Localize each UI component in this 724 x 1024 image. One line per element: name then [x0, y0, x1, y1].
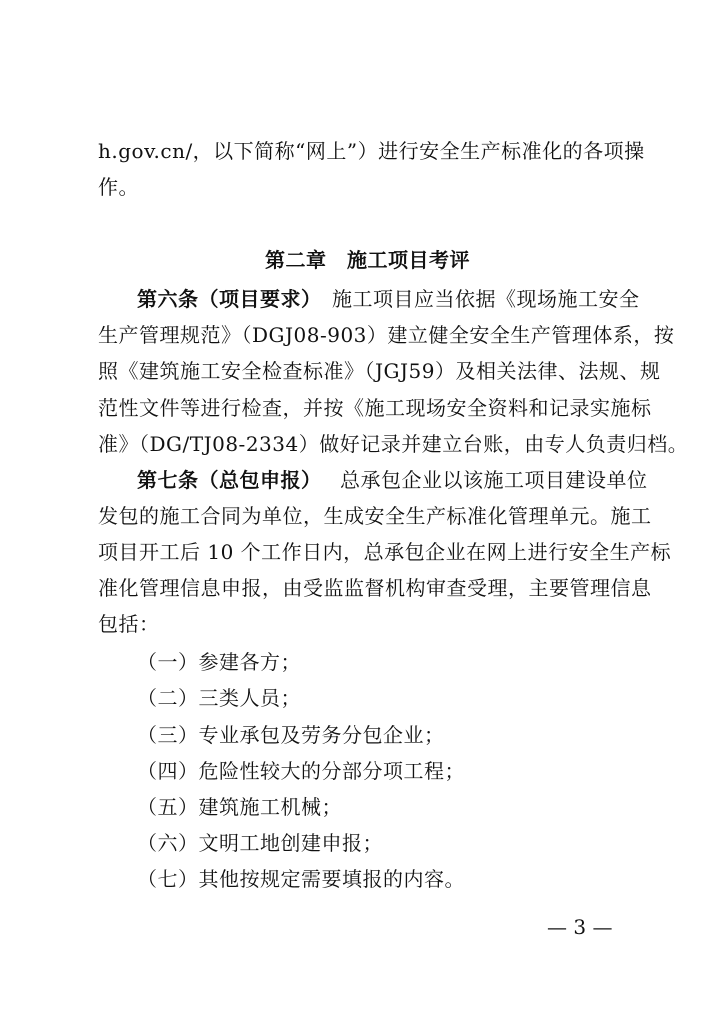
intro-line-1: h.gov.cn/，以下简称“网上”）进行安全生产标准化的各项操 [98, 139, 645, 163]
intro-line-2: 作。 [98, 175, 139, 199]
article-7-line-3: 项目开工后 10 个工作日内，总承包企业在网上进行安全生产标 [98, 540, 672, 564]
article-7-line-2: 发包的施工合同为单位，生成安全生产标准化管理单元。施工 [98, 504, 652, 528]
chapter-title: 第二章 施工项目考评 [265, 248, 470, 272]
article-7-line-4: 准化管理信息申报，由受监监督机构审查受理，主要管理信息 [98, 576, 652, 600]
page-number: — 3 — [547, 915, 613, 939]
list-item: （四）危险性较大的分部分项工程； [137, 759, 465, 783]
list-item: （五）建筑施工机械； [137, 795, 342, 819]
list-item: （二）三类人员； [137, 686, 301, 710]
list-item: （一）参建各方； [137, 650, 301, 674]
article-6-line-1: 施工项目应当依据《现场施工安全 [332, 287, 640, 311]
article-6-line-4: 范性文件等进行检查，并按《施工现场安全资料和记录实施标 [98, 396, 652, 420]
article-6-line-3: 照《建筑施工安全检查标准》（JGJ59）及相关法律、法规、规 [98, 359, 661, 383]
article-6-heading: 第六条（项目要求） [137, 287, 322, 311]
article-6-line-5: 准》（DG/TJ08-2334）做好记录并建立台账，由专人负责归档。 [98, 432, 689, 456]
article-7-heading: 第七条（总包申报） [137, 468, 322, 492]
article-6-line-2: 生产管理规范》（DGJ08-903）建立健全安全生产管理体系，按 [98, 323, 675, 347]
article-7-line-1: 总承包企业以该施工项目建设单位 [340, 468, 648, 492]
list-item: （三）专业承包及劳务分包企业； [137, 723, 445, 747]
list-item: （七）其他按规定需要填报的内容。 [137, 867, 465, 891]
article-7-line-5: 包括： [98, 612, 160, 636]
list-item: （六）文明工地创建申报； [137, 831, 383, 855]
